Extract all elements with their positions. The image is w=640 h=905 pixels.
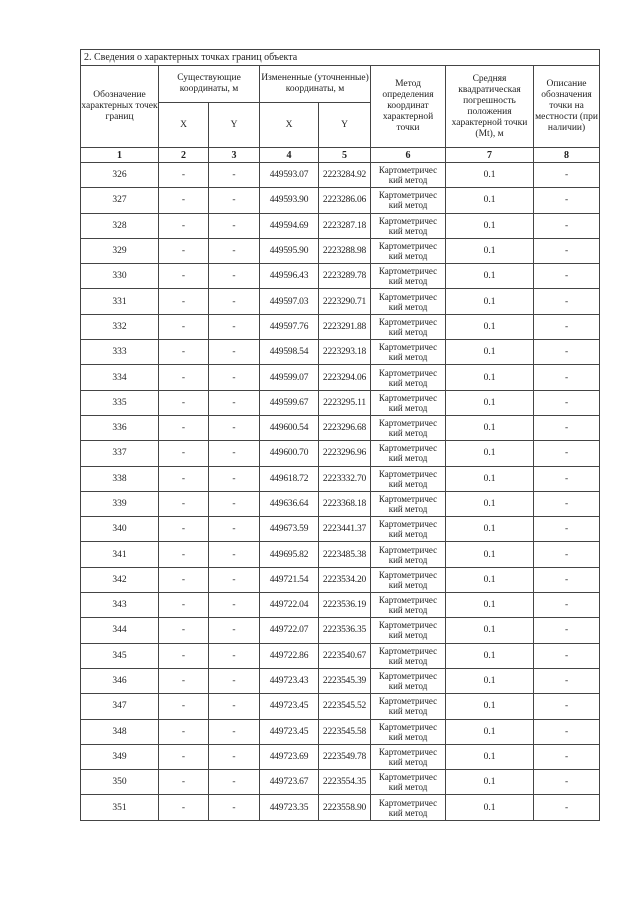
cell-point-number: 350 [81,770,159,795]
cell-existing-x: - [159,517,209,542]
cell-description: - [534,567,600,592]
cell-changed-x: 449618.72 [260,466,319,491]
cell-method: Картометричес кий метод [371,668,446,693]
column-number: 8 [534,148,600,163]
cell-point-number: 328 [81,213,159,238]
cell-description: - [534,517,600,542]
cell-existing-y: - [209,567,260,592]
cell-error-value: 0.1 [446,618,534,643]
cell-existing-y: - [209,213,260,238]
cell-error-value: 0.1 [446,390,534,415]
cell-description: - [534,213,600,238]
cell-description: - [534,289,600,314]
table-row [81,264,600,289]
header-description: Описание обозначения точки на местности (при наличии) [534,66,600,148]
cell-existing-y: - [209,314,260,339]
cell-existing-y: - [209,593,260,618]
cell-changed-x: 449596.43 [260,264,319,289]
cell-changed-x: 449636.64 [260,491,319,516]
table-row [81,340,600,365]
column-number: 2 [159,148,209,163]
cell-existing-y: - [209,795,260,820]
cell-changed-x: 449723.69 [260,744,319,769]
cell-description: - [534,719,600,744]
cell-changed-y: 2223545.58 [319,719,371,744]
cell-point-number: 330 [81,264,159,289]
cell-error-value: 0.1 [446,466,534,491]
cell-existing-x: - [159,365,209,390]
cell-changed-x: 449722.07 [260,618,319,643]
header-changed-coords: Измененные (уточненные) координаты, м [260,66,371,103]
cell-existing-y: - [209,618,260,643]
cell-existing-x: - [159,770,209,795]
cell-point-number: 341 [81,542,159,567]
cell-changed-y: 2223540.67 [319,643,371,668]
cell-existing-x: - [159,238,209,263]
cell-existing-x: - [159,668,209,693]
cell-existing-x: - [159,618,209,643]
cell-existing-x: - [159,340,209,365]
cell-changed-y: 2223536.19 [319,593,371,618]
cell-method: Картометричес кий метод [371,795,446,820]
cell-point-number: 347 [81,694,159,719]
cell-changed-x: 449721.54 [260,567,319,592]
cell-point-number: 351 [81,795,159,820]
cell-method: Картометричес кий метод [371,264,446,289]
cell-existing-x: - [159,415,209,440]
cell-changed-x: 449722.86 [260,643,319,668]
cell-changed-y: 2223296.68 [319,415,371,440]
cell-changed-y: 2223284.92 [319,163,371,188]
cell-error-value: 0.1 [446,719,534,744]
cell-point-number: 348 [81,719,159,744]
cell-error-value: 0.1 [446,567,534,592]
table-row [81,289,600,314]
cell-existing-y: - [209,163,260,188]
table-row [81,668,600,693]
cell-error-value: 0.1 [446,694,534,719]
table-row [81,643,600,668]
table-row [81,744,600,769]
cell-existing-y: - [209,491,260,516]
cell-method: Картометричес кий метод [371,744,446,769]
cell-existing-y: - [209,719,260,744]
cell-method: Картометричес кий метод [371,618,446,643]
cell-method: Картометричес кий метод [371,770,446,795]
cell-method: Картометричес кий метод [371,314,446,339]
table-row [81,365,600,390]
cell-description: - [534,795,600,820]
cell-changed-y: 2223296.96 [319,441,371,466]
cell-changed-x: 449723.43 [260,668,319,693]
cell-point-number: 336 [81,415,159,440]
cell-existing-y: - [209,365,260,390]
cell-description: - [534,314,600,339]
cell-existing-x: - [159,188,209,213]
header-error: Средняя квадратическая погрешность положения характерной точки (Mt), м [446,66,534,148]
cell-point-number: 342 [81,567,159,592]
cell-changed-x: 449598.54 [260,340,319,365]
cell-description: - [534,466,600,491]
cell-method: Картометричес кий метод [371,163,446,188]
cell-changed-x: 449723.35 [260,795,319,820]
cell-error-value: 0.1 [446,744,534,769]
cell-error-value: 0.1 [446,340,534,365]
cell-error-value: 0.1 [446,188,534,213]
cell-method: Картометричес кий метод [371,694,446,719]
cell-method: Картометричес кий метод [371,340,446,365]
cell-existing-x: - [159,795,209,820]
cell-changed-y: 2223534.20 [319,567,371,592]
boundary-points-table [80,49,600,821]
cell-changed-y: 2223332.70 [319,466,371,491]
header-method: Метод определения координат характерной точки [371,66,446,148]
cell-description: - [534,264,600,289]
cell-point-number: 346 [81,668,159,693]
table-row [81,390,600,415]
cell-changed-y: 2223549.78 [319,744,371,769]
cell-changed-x: 449597.76 [260,314,319,339]
table-row [81,770,600,795]
table-row [81,238,600,263]
cell-existing-x: - [159,719,209,744]
cell-changed-x: 449599.07 [260,365,319,390]
cell-description: - [534,694,600,719]
cell-existing-x: - [159,390,209,415]
cell-existing-y: - [209,744,260,769]
cell-point-number: 334 [81,365,159,390]
cell-changed-x: 449599.67 [260,390,319,415]
cell-existing-y: - [209,643,260,668]
cell-existing-y: - [209,340,260,365]
column-number: 4 [260,148,319,163]
cell-changed-y: 2223536.35 [319,618,371,643]
cell-changed-x: 449600.54 [260,415,319,440]
cell-existing-y: - [209,441,260,466]
cell-error-value: 0.1 [446,264,534,289]
table-row [81,188,600,213]
cell-changed-y: 2223545.52 [319,694,371,719]
cell-changed-x: 449695.82 [260,542,319,567]
cell-description: - [534,542,600,567]
cell-point-number: 344 [81,618,159,643]
cell-method: Картометричес кий метод [371,567,446,592]
cell-description: - [534,238,600,263]
cell-point-number: 349 [81,744,159,769]
cell-description: - [534,744,600,769]
cell-point-number: 333 [81,340,159,365]
column-number: 5 [319,148,371,163]
cell-description: - [534,390,600,415]
cell-existing-x: - [159,466,209,491]
cell-point-number: 332 [81,314,159,339]
cell-changed-x: 449723.45 [260,694,319,719]
cell-error-value: 0.1 [446,643,534,668]
cell-changed-y: 2223286.06 [319,188,371,213]
cell-description: - [534,365,600,390]
cell-existing-x: - [159,441,209,466]
cell-method: Картометричес кий метод [371,517,446,542]
cell-method: Картометричес кий метод [371,643,446,668]
cell-description: - [534,441,600,466]
cell-method: Картометричес кий метод [371,213,446,238]
cell-existing-x: - [159,289,209,314]
cell-changed-y: 2223288.98 [319,238,371,263]
cell-point-number: 345 [81,643,159,668]
cell-error-value: 0.1 [446,163,534,188]
cell-point-number: 339 [81,491,159,516]
cell-point-number: 327 [81,188,159,213]
cell-existing-y: - [209,517,260,542]
header-point: Обозначение характерных точек границ [81,66,159,148]
cell-error-value: 0.1 [446,238,534,263]
cell-description: - [534,643,600,668]
cell-point-number: 343 [81,593,159,618]
cell-existing-y: - [209,770,260,795]
header-existing-x: X [159,103,209,148]
cell-existing-x: - [159,694,209,719]
cell-error-value: 0.1 [446,795,534,820]
table-row [81,491,600,516]
cell-method: Картометричес кий метод [371,365,446,390]
cell-method: Картометричес кий метод [371,593,446,618]
cell-method: Картометричес кий метод [371,390,446,415]
section-title: 2. Сведения о характерных точках границ объекта [81,50,600,66]
cell-method: Картометричес кий метод [371,238,446,263]
cell-existing-y: - [209,415,260,440]
cell-existing-x: - [159,213,209,238]
cell-existing-y: - [209,238,260,263]
cell-error-value: 0.1 [446,441,534,466]
table-row [81,441,600,466]
cell-point-number: 337 [81,441,159,466]
table-row [81,466,600,491]
cell-error-value: 0.1 [446,213,534,238]
cell-existing-y: - [209,542,260,567]
cell-point-number: 326 [81,163,159,188]
table-row [81,314,600,339]
table-row [81,593,600,618]
cell-changed-x: 449594.69 [260,213,319,238]
column-number: 3 [209,148,260,163]
cell-changed-y: 2223289.78 [319,264,371,289]
cell-description: - [534,668,600,693]
cell-point-number: 335 [81,390,159,415]
table-row [81,213,600,238]
cell-error-value: 0.1 [446,668,534,693]
cell-error-value: 0.1 [446,542,534,567]
cell-changed-y: 2223441.37 [319,517,371,542]
cell-changed-x: 449723.45 [260,719,319,744]
column-number: 1 [81,148,159,163]
table-row [81,567,600,592]
table-row [81,694,600,719]
cell-existing-y: - [209,264,260,289]
header-existing-y: Y [209,103,260,148]
column-number: 7 [446,148,534,163]
cell-changed-x: 449597.03 [260,289,319,314]
cell-method: Картометричес кий метод [371,289,446,314]
cell-existing-y: - [209,668,260,693]
cell-description: - [534,491,600,516]
cell-changed-y: 2223554.35 [319,770,371,795]
cell-existing-y: - [209,390,260,415]
cell-changed-y: 2223295.11 [319,390,371,415]
cell-existing-x: - [159,567,209,592]
cell-method: Картометричес кий метод [371,542,446,567]
cell-point-number: 338 [81,466,159,491]
table-row [81,163,600,188]
cell-error-value: 0.1 [446,491,534,516]
cell-error-value: 0.1 [446,770,534,795]
cell-error-value: 0.1 [446,415,534,440]
cell-changed-y: 2223558.90 [319,795,371,820]
cell-method: Картометричес кий метод [371,415,446,440]
table-row [81,517,600,542]
table-row [81,719,600,744]
cell-changed-y: 2223290.71 [319,289,371,314]
cell-description: - [534,340,600,365]
cell-changed-y: 2223287.18 [319,213,371,238]
header-existing-coords: Существующие координаты, м [159,66,260,103]
cell-description: - [534,593,600,618]
cell-changed-y: 2223485.38 [319,542,371,567]
cell-error-value: 0.1 [446,593,534,618]
cell-existing-y: - [209,188,260,213]
cell-existing-x: - [159,744,209,769]
table-body [81,163,600,821]
cell-changed-y: 2223294.06 [319,365,371,390]
cell-method: Картометричес кий метод [371,441,446,466]
cell-method: Картометричес кий метод [371,466,446,491]
column-number: 6 [371,148,446,163]
cell-changed-x: 449723.67 [260,770,319,795]
cell-error-value: 0.1 [446,365,534,390]
table-row [81,542,600,567]
table-row [81,415,600,440]
cell-changed-x: 449673.59 [260,517,319,542]
cell-existing-x: - [159,163,209,188]
cell-error-value: 0.1 [446,517,534,542]
cell-changed-x: 449722.04 [260,593,319,618]
table-row [81,795,600,820]
cell-description: - [534,188,600,213]
table-row [81,618,600,643]
cell-changed-x: 449593.90 [260,188,319,213]
header-changed-x: X [260,103,319,148]
cell-description: - [534,618,600,643]
cell-point-number: 340 [81,517,159,542]
cell-method: Картометричес кий метод [371,719,446,744]
cell-changed-x: 449595.90 [260,238,319,263]
cell-existing-x: - [159,643,209,668]
cell-method: Картометричес кий метод [371,491,446,516]
cell-description: - [534,163,600,188]
cell-changed-x: 449600.70 [260,441,319,466]
cell-description: - [534,770,600,795]
cell-existing-x: - [159,314,209,339]
cell-error-value: 0.1 [446,314,534,339]
cell-existing-x: - [159,593,209,618]
cell-existing-y: - [209,694,260,719]
cell-description: - [534,415,600,440]
header-changed-y: Y [319,103,371,148]
cell-existing-y: - [209,466,260,491]
cell-existing-x: - [159,491,209,516]
cell-changed-y: 2223368.18 [319,491,371,516]
cell-point-number: 329 [81,238,159,263]
cell-error-value: 0.1 [446,289,534,314]
cell-existing-x: - [159,264,209,289]
cell-changed-y: 2223291.88 [319,314,371,339]
cell-changed-y: 2223545.39 [319,668,371,693]
cell-existing-y: - [209,289,260,314]
cell-existing-x: - [159,542,209,567]
cell-changed-y: 2223293.18 [319,340,371,365]
column-numbers-row [81,148,600,163]
cell-method: Картометричес кий метод [371,188,446,213]
cell-changed-x: 449593.07 [260,163,319,188]
cell-point-number: 331 [81,289,159,314]
